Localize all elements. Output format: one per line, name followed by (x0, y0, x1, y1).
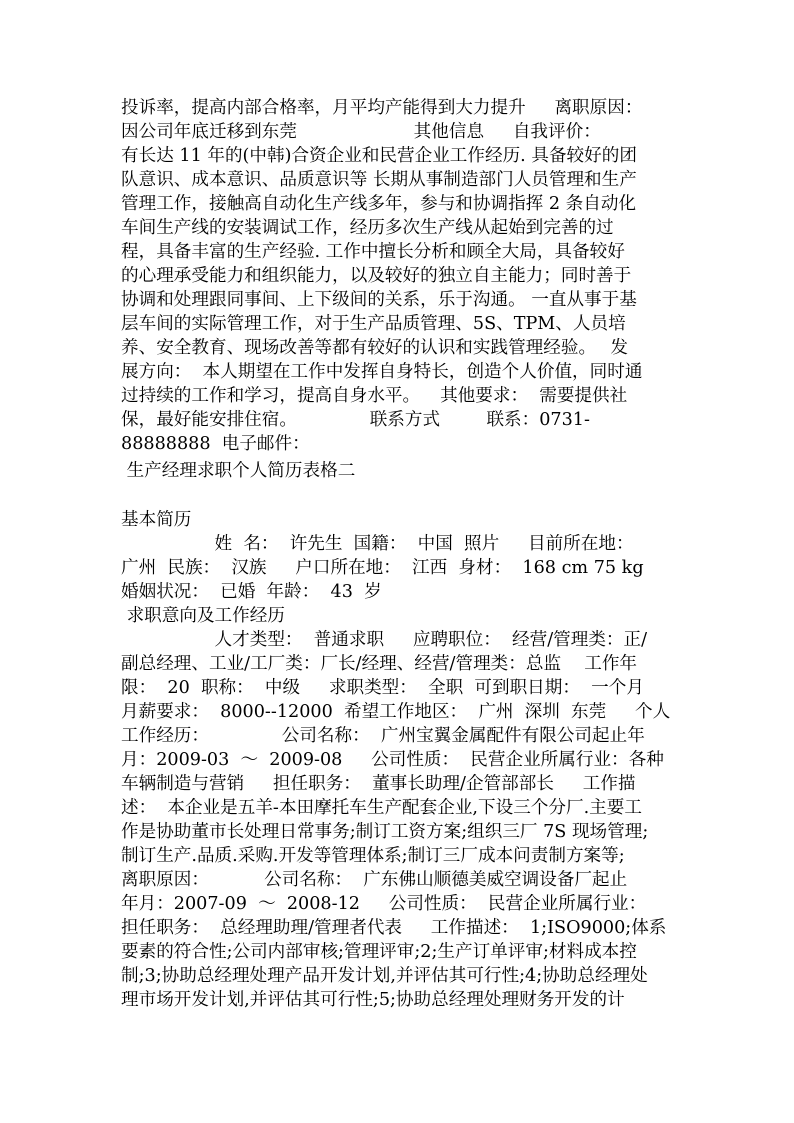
text-line: 车辆制造与营销 担任职务： 董事长助理/企管部部长 工作描 (121, 774, 636, 794)
text-line: 管理工作，接触高自动化生产线多年，参与和协调指挥 2 条自动化 (121, 194, 637, 214)
text-line: 人才类型： 普通求职 应聘职位： 经营/管理类：正/ (121, 630, 648, 650)
text-line: 作是协助董市长处理日常事务;制订工资方案;组织三厂 7S 现场管理; (121, 822, 649, 842)
text-line: 投诉率，提高内部合格率，月平均产能得到大力提升 离职原因： (121, 98, 643, 118)
text-line: 理市场开发计划,并评估其可行性;5;协助总经理处理财务开发的计 (121, 990, 625, 1010)
text-line: 保，最好能安排住宿。 联系方式 联系：0731- (121, 410, 590, 430)
text-line: 婚姻状况： 已婚 年龄： 43 岁 (121, 582, 382, 602)
text-line: 广州 民族： 汉族 户口所在地： 江西 身材： 168 cm 75 kg (121, 558, 644, 578)
text-line: 要素的符合性;公司内部审核;管理评审;2;生产订单评审;材料成本控 (121, 942, 637, 962)
section-heading-basic: 基本简历 (121, 510, 192, 530)
text-line: 月薪要求： 8000--12000 希望工作地区： 广州 深圳 东莞 个人 (121, 702, 671, 722)
text-line: 车间生产线的安装调试工作，经历多次生产线从起始到完善的过 (121, 218, 614, 238)
text-line: 88888888 电子邮件： (121, 434, 310, 454)
text-line: 展方向： 本人期望在工作中发挥自身特长，创造个人价值，同时通 (121, 362, 643, 382)
text-line: 层车间的实际管理工作，对于生产品质管理、5S、TPM、人员培 (121, 314, 626, 334)
section-heading-job: 求职意向及工作经历 (121, 606, 285, 626)
text-line: 养、安全教育、现场改善等都有较好的认识和实践管理经验。 发 (121, 338, 629, 358)
text-line: 协调和处理跟同事间、上下级间的关系，乐于沟通。 一直从事于基 (121, 290, 637, 310)
text-line: 担任职务： 总经理助理/管理者代表 工作描述： 1;ISO9000;体系 (121, 918, 667, 938)
text-line: 队意识、成本意识、品质意识等 长期从事制造部门人员管理和生产 (121, 170, 637, 190)
text-line: 年月：2007-09 ～ 2008-12 公司性质： 民营企业所属行业： (121, 894, 647, 914)
text-line: 述： 本企业是五羊-本田摩托车生产配套企业,下设三个分厂.主要工 (121, 798, 642, 818)
text-line: 因公司年底迁移到东莞 其他信息 自我评价： (121, 122, 601, 142)
document-title: 生产经理求职个人简历表格二 (121, 461, 356, 481)
text-line: 有长达 11 年的(中韩)合资企业和民营企业工作经历. 具备较好的团 (121, 146, 637, 166)
text-line: 的心理承受能力和组织能力，以及较好的独立自主能力；同时善于 (121, 266, 632, 286)
text-line: 制订生产.品质.采购.开发等管理体系;制订三厂成本问责制方案等; (121, 846, 625, 866)
text-line: 程，具备丰富的生产经验. 工作中擅长分析和顾全大局，具备较好 (121, 242, 625, 262)
text-line: 工作经历： 公司名称： 广州宝翼金属配件有限公司起止年 (121, 726, 645, 746)
text-line: 过持续的工作和学习，提高自身水平。 其他要求： 需要提供社 (121, 386, 628, 406)
text-line: 制;3;协助总经理处理产品开发计划,并评估其可行性;4;协助总经理处 (121, 966, 648, 986)
text-line: 副总经理、工业/工厂类：厂长/经理、经营/管理类：总监 工作年 (121, 654, 638, 674)
text-line: 姓 名： 许先生 国籍： 中国 照片 目前所在地： (121, 534, 634, 554)
text-line: 月：2009-03 ～ 2009-08 公司性质： 民营企业所属行业：各种 (121, 750, 664, 770)
text-line: 限： 20 职称： 中级 求职类型： 全职 可到职日期： 一个月 (121, 678, 644, 698)
text-line: 离职原因： 公司名称： 广东佛山顺德美威空调设备厂起止 (121, 870, 628, 890)
